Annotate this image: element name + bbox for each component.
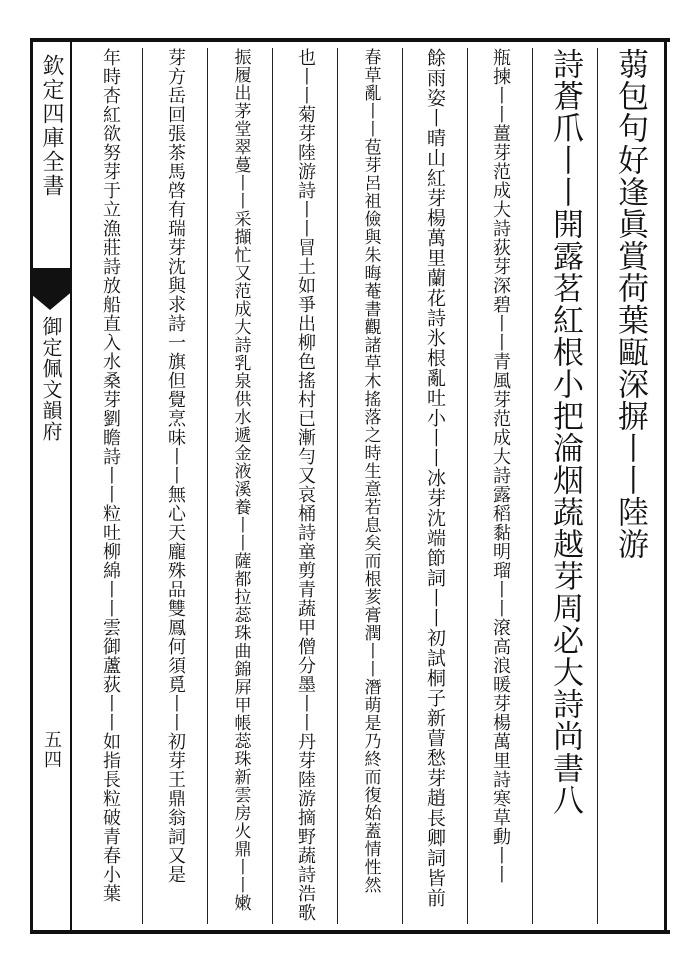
text-column-1-text: 蒻包句好逢眞賞荷葉甌深摒丨丨陸游 <box>612 48 648 560</box>
text-column-6-text: 也丨丨菊芽陸游詩丨丨冒土如爭出柳色搖村已漸勻又哀桶詩童剪青蔬甲僧分墨丨丨丹芽陸游摘野蔬詩浩歌 <box>295 48 316 922</box>
margin-book-title: 御定佩文韻府 <box>39 316 63 442</box>
fish-tail-mark <box>30 268 70 310</box>
text-column-7 <box>207 48 272 924</box>
text-column-2 <box>532 48 597 924</box>
text-column-6 <box>272 48 337 924</box>
margin-title: 欽定四庫全書 <box>39 54 64 198</box>
text-column-8 <box>142 48 207 924</box>
text-column-5-text: 春草亂丨丨苞芽呂祖儉與朱晦菴書觀諸草木搖落之時生意若息矣而根荄膏潤丨丨潛萌是乃終而復始蓋情性然 <box>360 48 381 894</box>
text-column-7-text: 振履出茅堂翠蔓丨丨采擷忙又范成大詩乳泉供水遞金液溪養丨丨薩都拉蕊珠曲錦屛甲帳蕊珠新雲房火鼎丨丨嫩 <box>230 48 251 912</box>
text-column-3 <box>467 48 532 924</box>
frame-bottom-border <box>30 930 670 934</box>
page-number: 五四 <box>41 730 62 770</box>
text-column-1 <box>597 48 662 924</box>
text-column-9 <box>78 48 142 924</box>
text-column-4 <box>402 48 467 924</box>
text-column-3-text: 瓶揀丨丨薑芽范成大詩荻芽深碧丨丨青風芽范成大詩露稻黏明瑠丨丨滾高浪暖芽楊萬里詩寒草動丨丨 <box>490 48 511 884</box>
text-column-5 <box>337 48 402 924</box>
text-column-4-text: 餘雨姿丨晴山紅芽楊萬里蘭花詩氷根亂吐小丨丨冰芽沈端節詞丨丨初試桐子新萺愁芽趙長卿詞皆前 <box>424 48 446 908</box>
frame-right-border <box>664 38 667 934</box>
text-column-2-text: 詩蒼爪丨丨開露茗紅根小把淪烟蔬越芽周必大詩尚書八 <box>547 48 583 816</box>
margin-divider <box>70 40 72 932</box>
text-columns <box>78 48 662 924</box>
frame-top-border <box>30 38 670 42</box>
frame-left-border <box>30 38 33 934</box>
text-column-9-text: 年時杏紅欲努芽于立漁莊詩放船直入水桑芽劉瞻詩丨丨粒吐柳綿丨丨雲御蘆荻丨丨如指長粒破青春小葉 <box>100 48 121 903</box>
text-column-8-text: 芽方岳回張茶馬啓有瑞芽沈與求詩一旗但覺烹味丨丨無心天龐殊品雙鳳何須覓丨丨初芽王鼎翁詞又是 <box>165 48 186 884</box>
